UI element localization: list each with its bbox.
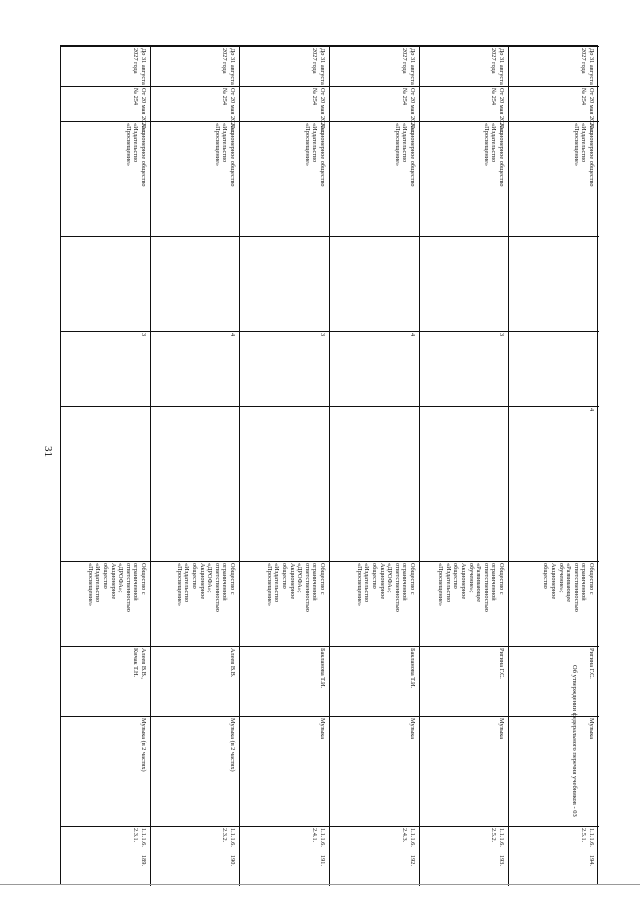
page-footer: Об утверждении федерального перечня учебников - 03 [571,665,578,817]
cell-blank [509,236,640,331]
cell-text: Музыка [408,718,416,740]
cell-text: Ригина Г.С. [587,648,595,679]
cell-text: От 20 мая 2020 г. № 254 [580,88,595,134]
cell-text: До 31 августа 2027 года [221,48,237,85]
cell-text: 3 [318,333,326,337]
cell-text: От 20 мая 2020 г. № 254 [132,88,147,134]
cell-text: До 31 августа 2027 года [580,48,595,85]
cell-text: 194. [587,855,595,867]
cell-text: От 20 мая 2020 г. № 254 [311,88,326,134]
table-row [509,46,599,886]
cell-text: 1.1.1.6. 2.4.1. [311,828,326,847]
cell-text: Акционерное общество «Издательство «Просвещение» [483,123,506,187]
table-row [61,46,151,886]
cell-text: Музыка (в 2 частях) [139,718,147,772]
cell-text: 3 [498,333,506,337]
cell-order [509,86,640,134]
cell-deadline [509,46,640,86]
cell-text: 1.1.1.6. 2.5.2. [490,828,506,847]
cell-text: Музыка (в 2 частях) [229,718,237,772]
cell-text: 192. [408,855,416,867]
cell-text: До 31 августа 2027 года [311,48,326,85]
cell-text: 1.1.1.6. 2.3.1. [132,828,147,847]
cell-text: 1.1.1.6. 2.3.2. [221,828,237,847]
cell-text: 190. [229,855,237,867]
cell-text: 193. [498,855,506,867]
cell-num [509,853,640,886]
cell-publisher [509,561,640,646]
cell-text: Общество с ограниченной ответственностью «Развивающее обучение»; Акционерное общество «Издательство «Просвещение» [437,563,506,612]
cell-grade-col1 [509,406,640,561]
cell-text: Алеев В.В., Кичак Т.Н. [132,648,147,679]
cell-text: Музыка [587,718,595,740]
cell-text: 4 [587,408,595,412]
cell-text: Музыка [318,718,326,740]
cell-text: Ригина Г.С. [498,648,506,679]
cell-text: Акционерное общество «Издательство «Просвещение» [572,123,595,187]
cell-text: 4 [229,333,237,337]
cell-text: Общество с ограниченной ответственностью «ДРОФА»; Акционерное общество «Издательство «Просвещение» [355,563,416,612]
cell-text: До 31 августа 2027 года [401,48,416,85]
cell-text: До 31 августа 2027 года [132,48,147,85]
cell-text: Музыка [498,718,506,740]
cell-text: Общество с ограниченной ответственностью «ДРОФА»; Акционерное общество «Издательство «Просвещение» [265,563,326,612]
cell-text: До 31 августа 2027 года [490,48,506,85]
page-number: 31 [42,446,54,457]
cell-text: 4 [408,333,416,337]
cell-text: Общество с ограниченной ответственностью «ДРОФА»; Акционерное общество «Издательство «Просвещение» [176,563,237,612]
cell-text: Акционерное общество «Издательство «Просвещение» [124,123,147,187]
cell-text: Акционерное общество «Издательство «Просвещение» [214,123,237,187]
table-row [240,46,330,886]
scan-edge-line [0,884,640,885]
table-row [151,46,241,886]
table-row [420,46,510,886]
cell-text: Акционерное общество «Издательство «Просвещение» [303,123,326,187]
table-row [330,46,420,886]
cell-text: 1.1.1.6. 2.5.1. [580,828,595,847]
cell-text: 3 [139,333,147,337]
cell-text: От 20 мая 2020 г. № 254 [221,88,237,134]
cell-text: От 20 мая 2020 г. № 254 [401,88,416,134]
cell-text: Акционерное общество «Издательство «Просвещение» [393,123,416,187]
cell-text: Общество с ограниченной ответственностью «ДРОФА»; Акционерное общество «Издательство «Просвещение» [86,563,147,612]
textbook-table [60,45,598,885]
cell-text: Алеев В.В. [229,648,237,678]
cell-text: От 20 мая 2020 г. № 254 [490,88,506,134]
cell-text: Бакланова Т.И. [318,648,326,689]
cell-text: 191. [318,855,326,867]
cell-text: Бакланова Т.И. [408,648,416,689]
cell-code [509,826,640,853]
cell-grade-col2 [509,331,640,406]
cell-text: 1.1.1.6. 2.4.3. [401,828,416,847]
cell-text: Общество с ограниченной ответственностью «Развивающее обучение»; Акционерное общество [542,563,595,612]
cell-text: 189. [139,855,147,867]
cell-org [509,121,640,236]
